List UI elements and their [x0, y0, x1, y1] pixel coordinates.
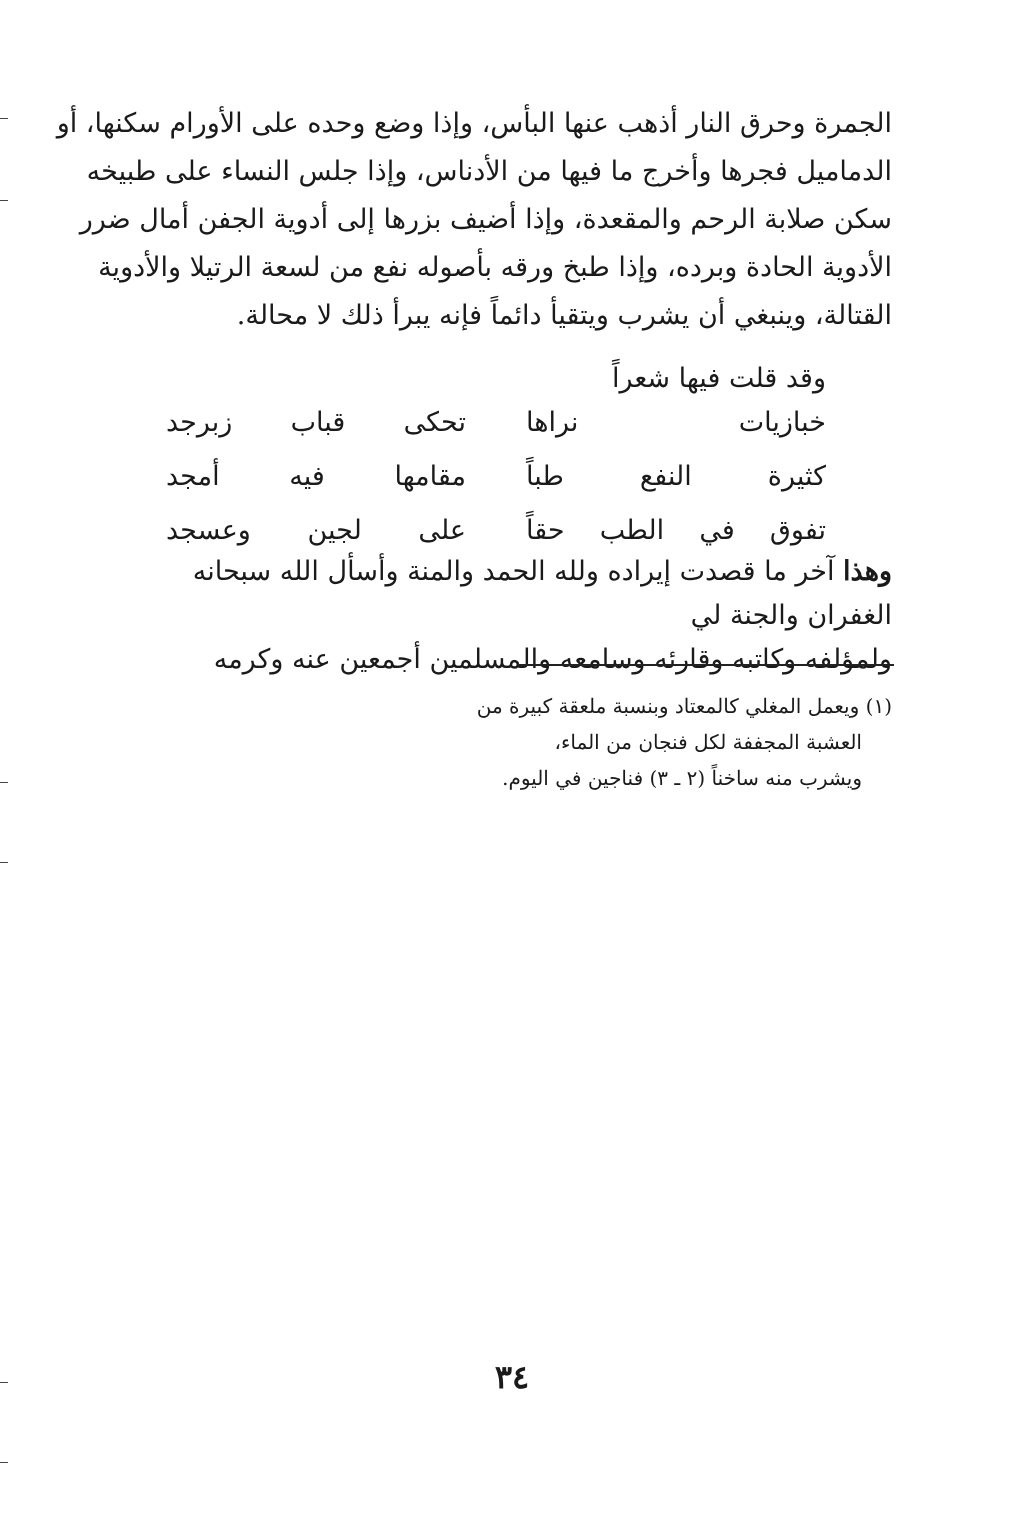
verse-second-hemistich: على لجين وعسجد [166, 515, 466, 546]
verse-first-hemistich: خبازيات نراها [526, 407, 826, 438]
verse-first-hemistich: تفوق في الطب حقاً [526, 515, 826, 546]
body-line-1: الجمرة وحرق النار أذهب عنها البأس، وإذا وضع وحده على الأورام سكنها، أو [56, 108, 892, 139]
scan-edge-mark [0, 200, 8, 201]
scan-edge-mark [0, 118, 8, 119]
poem [166, 396, 826, 558]
scan-edge-mark [0, 1462, 8, 1463]
footnote [476, 688, 892, 796]
closing-paragraph [122, 550, 892, 682]
footnote-line-3: ويشرب منه ساخناً (٢ ـ ٣) فناجين في اليوم. [502, 766, 862, 790]
poem-verse [166, 450, 826, 504]
closing-line-2: ولمؤلفه وكاتبه وقارئه وسامعه والمسلمين أجمعين عنه وكرمه [213, 644, 892, 675]
verse-first-hemistich: كثيرة النفع طباً [526, 461, 826, 492]
scan-edge-mark [0, 1382, 8, 1383]
body-line-3: سكن صلابة الرحم والمقعدة، وإذا أضيف بزرها إلى أدوية الجفن أمال ضرر [79, 204, 892, 235]
page-number: ٣٤ [494, 1358, 530, 1396]
main-paragraph [56, 100, 892, 340]
poem-intro: وقد قلت فيها شعراً [612, 363, 826, 394]
closing-line-1-text: آخر ما قصدت إيراده ولله الحمد والمنة وأسأل الله سبحانه الغفران والجنة لي [192, 556, 892, 631]
scan-edge-mark [0, 862, 8, 863]
verse-second-hemistich: تحكى قباب زبرجد [166, 407, 466, 438]
closing-lead-word: وهذا [843, 556, 892, 587]
poem-verse [166, 396, 826, 450]
closing-line-1 [122, 550, 892, 638]
scan-edge-mark [0, 782, 8, 783]
footnote-line-1: (١) ويعمل المغلي كالمعتاد وبنسبة ملعقة كبيرة من [476, 694, 892, 718]
body-line-2: الدماميل فجرها وأخرج ما فيها من الأدناس، وإذا جلس النساء على طبيخه [86, 156, 892, 187]
verse-second-hemistich: مقامها فيه أمجد [166, 461, 466, 492]
body-line-4: الأدوية الحادة وبرده، وإذا طبخ ورقه بأصوله نفع من لسعة الرتيلا والأدوية [98, 252, 892, 283]
footnote-separator [518, 664, 894, 666]
footnote-line-2: العشبة المجففة لكل فنجان من الماء، [554, 730, 862, 754]
body-line-5: القتالة، وينبغي أن يشرب ويتقيأ دائماً فإنه يبرأ ذلك لا محالة. [236, 300, 892, 331]
